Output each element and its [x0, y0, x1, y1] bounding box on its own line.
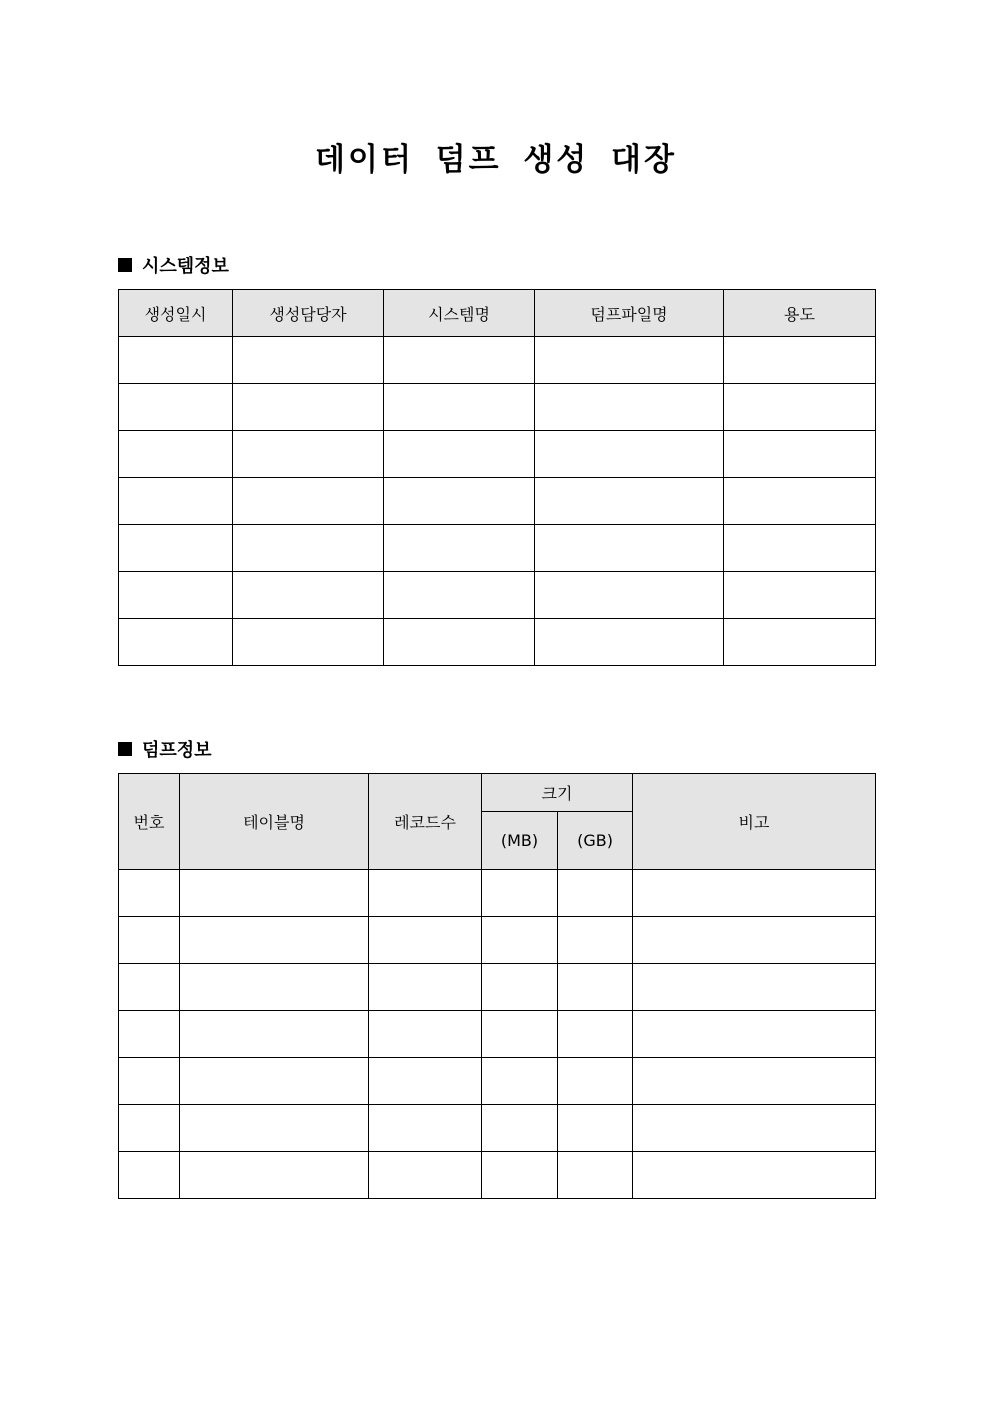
record-count-cell[interactable] — [369, 1105, 482, 1152]
size-gb-cell[interactable] — [558, 1011, 633, 1058]
number-cell[interactable] — [119, 1058, 180, 1105]
created-at-cell[interactable] — [119, 384, 233, 431]
size-gb-cell[interactable] — [558, 917, 633, 964]
size-gb-cell[interactable] — [558, 964, 633, 1011]
purpose-cell[interactable] — [724, 384, 876, 431]
record-count-cell[interactable] — [369, 964, 482, 1011]
created-at-cell[interactable] — [119, 478, 233, 525]
dump-file-name-cell[interactable] — [535, 572, 724, 619]
table-row — [119, 572, 876, 619]
table-name-cell[interactable] — [180, 964, 369, 1011]
remarks-cell[interactable] — [633, 1105, 876, 1152]
system-info-heading-label: 시스템정보 — [142, 256, 229, 277]
system-info-heading — [118, 252, 229, 278]
creator-cell[interactable] — [233, 384, 384, 431]
remarks-cell[interactable] — [633, 964, 876, 1011]
number-cell[interactable] — [119, 964, 180, 1011]
created-at-cell[interactable] — [119, 337, 233, 384]
remarks-cell[interactable] — [633, 1058, 876, 1105]
column-header-size-gb: (GB) — [558, 812, 633, 870]
remarks-cell[interactable] — [633, 1011, 876, 1058]
table-row — [119, 431, 876, 478]
size-gb-cell[interactable] — [558, 1058, 633, 1105]
size-mb-cell[interactable] — [482, 964, 558, 1011]
table-row — [119, 1011, 876, 1058]
column-header-creator: 생성담당자 — [233, 290, 384, 337]
size-gb-cell[interactable] — [558, 1105, 633, 1152]
size-mb-cell[interactable] — [482, 870, 558, 917]
dump-file-name-cell[interactable] — [535, 431, 724, 478]
table-name-cell[interactable] — [180, 870, 369, 917]
created-at-cell[interactable] — [119, 572, 233, 619]
created-at-cell[interactable] — [119, 525, 233, 572]
size-gb-cell[interactable] — [558, 870, 633, 917]
creator-cell[interactable] — [233, 431, 384, 478]
dump-file-name-cell[interactable] — [535, 478, 724, 525]
size-mb-cell[interactable] — [482, 917, 558, 964]
creator-cell[interactable] — [233, 572, 384, 619]
system-name-cell[interactable] — [384, 431, 535, 478]
size-mb-cell[interactable] — [482, 1152, 558, 1199]
purpose-cell[interactable] — [724, 478, 876, 525]
purpose-cell[interactable] — [724, 337, 876, 384]
table-row — [119, 525, 876, 572]
purpose-cell[interactable] — [724, 619, 876, 666]
table-name-cell[interactable] — [180, 1058, 369, 1105]
creator-cell[interactable] — [233, 337, 384, 384]
number-cell[interactable] — [119, 1105, 180, 1152]
remarks-cell[interactable] — [633, 870, 876, 917]
column-header-system-name: 시스템명 — [384, 290, 535, 337]
record-count-cell[interactable] — [369, 1152, 482, 1199]
dump-file-name-cell[interactable] — [535, 525, 724, 572]
system-name-cell[interactable] — [384, 384, 535, 431]
column-header-size-mb: (MB) — [482, 812, 558, 870]
system-name-cell[interactable] — [384, 572, 535, 619]
table-row — [119, 337, 876, 384]
dump-file-name-cell[interactable] — [535, 384, 724, 431]
table-row — [119, 1152, 876, 1199]
column-header-dump-file-name: 덤프파일명 — [535, 290, 724, 337]
table-row — [119, 384, 876, 431]
purpose-cell[interactable] — [724, 572, 876, 619]
system-name-cell[interactable] — [384, 478, 535, 525]
remarks-cell[interactable] — [633, 1152, 876, 1199]
number-cell[interactable] — [119, 1011, 180, 1058]
size-mb-cell[interactable] — [482, 1105, 558, 1152]
number-cell[interactable] — [119, 1152, 180, 1199]
table-row — [119, 1058, 876, 1105]
creator-cell[interactable] — [233, 478, 384, 525]
dump-file-name-cell[interactable] — [535, 619, 724, 666]
table-name-cell[interactable] — [180, 1011, 369, 1058]
column-header-remarks: 비고 — [633, 774, 876, 870]
column-header-created-at: 생성일시 — [119, 290, 233, 337]
record-count-cell[interactable] — [369, 1011, 482, 1058]
purpose-cell[interactable] — [724, 525, 876, 572]
created-at-cell[interactable] — [119, 431, 233, 478]
size-gb-cell[interactable] — [558, 1152, 633, 1199]
square-bullet-icon — [118, 742, 132, 756]
column-header-size: 크기 — [482, 774, 633, 812]
dump-info-header-row — [119, 774, 876, 812]
table-name-cell[interactable] — [180, 1105, 369, 1152]
creator-cell[interactable] — [233, 619, 384, 666]
record-count-cell[interactable] — [369, 1058, 482, 1105]
size-mb-cell[interactable] — [482, 1058, 558, 1105]
table-row — [119, 1105, 876, 1152]
size-mb-cell[interactable] — [482, 1011, 558, 1058]
record-count-cell[interactable] — [369, 917, 482, 964]
table-row — [119, 964, 876, 1011]
remarks-cell[interactable] — [633, 917, 876, 964]
dump-info-heading — [118, 736, 212, 762]
system-name-cell[interactable] — [384, 337, 535, 384]
system-info-table — [118, 289, 876, 666]
page-title: 데이터 덤프 생성 대장 — [315, 142, 677, 178]
system-name-cell[interactable] — [384, 619, 535, 666]
purpose-cell[interactable] — [724, 431, 876, 478]
dump-info-table — [118, 773, 876, 1199]
column-header-table-name: 테이블명 — [180, 774, 369, 870]
column-header-number: 번호 — [119, 774, 180, 870]
record-count-cell[interactable] — [369, 870, 482, 917]
table-row — [119, 478, 876, 525]
creator-cell[interactable] — [233, 525, 384, 572]
table-name-cell[interactable] — [180, 1152, 369, 1199]
column-header-record-count: 레코드수 — [369, 774, 482, 870]
system-info-header-row — [119, 290, 876, 337]
created-at-cell[interactable] — [119, 619, 233, 666]
table-row — [119, 917, 876, 964]
table-row — [119, 619, 876, 666]
table-name-cell[interactable] — [180, 917, 369, 964]
dump-file-name-cell[interactable] — [535, 337, 724, 384]
number-cell[interactable] — [119, 917, 180, 964]
number-cell[interactable] — [119, 870, 180, 917]
dump-info-heading-label: 덤프정보 — [142, 740, 212, 761]
system-name-cell[interactable] — [384, 525, 535, 572]
column-header-purpose: 용도 — [724, 290, 876, 337]
table-row — [119, 870, 876, 917]
square-bullet-icon — [118, 258, 132, 272]
